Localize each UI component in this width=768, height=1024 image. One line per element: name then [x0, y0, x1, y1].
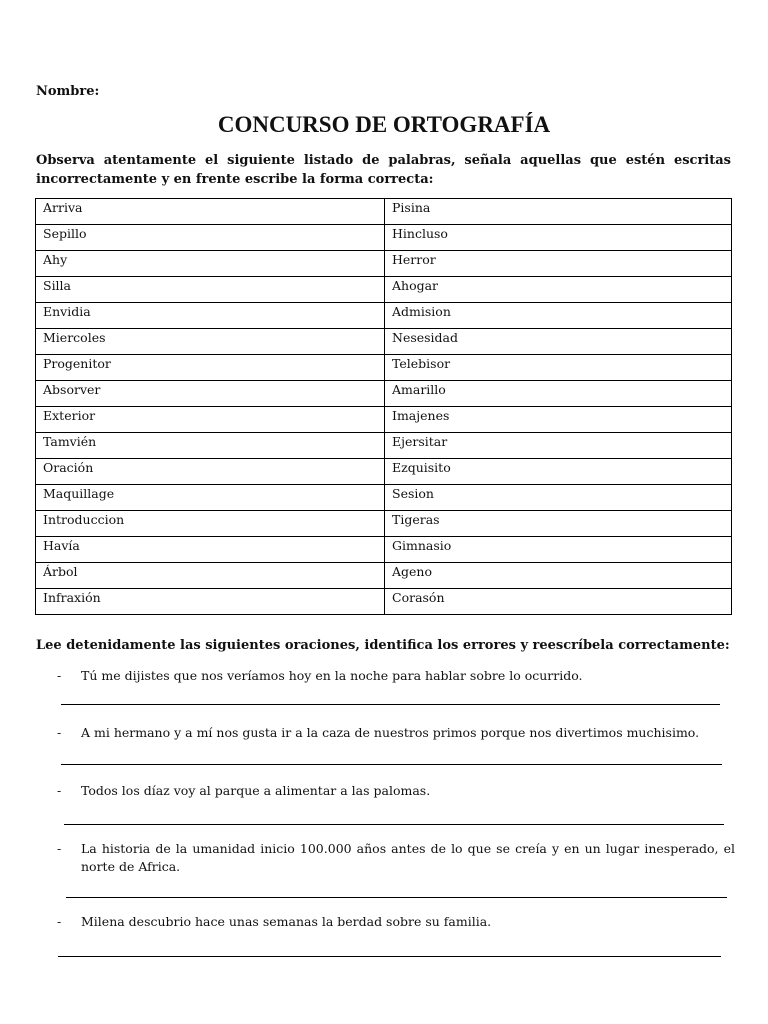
bullet-dash: - — [57, 783, 62, 798]
sentence-text: Milena descubrio hace unas semanas la berdad sobre su familia. — [81, 914, 492, 929]
answer-line-3[interactable] — [64, 824, 724, 825]
word-cell-left: Ahy — [36, 251, 385, 277]
word-cell-left: Oración — [36, 459, 385, 485]
table-row — [36, 303, 732, 329]
word-cell-left: Introduccion — [36, 511, 385, 537]
table-row — [36, 381, 732, 407]
table-row — [36, 433, 732, 459]
table-row — [36, 329, 732, 355]
page-title: CONCURSO DE ORTOGRAFÍA — [217, 112, 551, 137]
word-cell-left: Envidia — [36, 303, 385, 329]
bullet-dash: - — [57, 914, 62, 929]
table-row — [36, 589, 732, 615]
answer-line-1[interactable] — [61, 704, 720, 705]
word-cell-left: Infraxión — [36, 589, 385, 615]
answer-line-2[interactable] — [61, 764, 722, 765]
table-row — [36, 485, 732, 511]
table-row — [36, 277, 732, 303]
nombre-label: Nombre: — [36, 84, 100, 99]
word-cell-right: Ageno — [385, 563, 732, 589]
word-cell-right: Corasón — [385, 589, 732, 615]
word-cell-right: Tigeras — [385, 511, 732, 537]
word-cell-left: Sepillo — [36, 225, 385, 251]
word-cell-right: Ezquisito — [385, 459, 732, 485]
word-cell-right: Sesion — [385, 485, 732, 511]
word-cell-left: Progenitor — [36, 355, 385, 381]
table-row — [36, 407, 732, 433]
words-table — [35, 198, 732, 615]
word-cell-right: Ahogar — [385, 277, 732, 303]
answer-line-4[interactable] — [66, 897, 727, 898]
word-cell-left: Absorver — [36, 381, 385, 407]
table-row — [36, 459, 732, 485]
answer-line-5[interactable] — [58, 956, 721, 957]
word-cell-right: Telebisor — [385, 355, 732, 381]
table-row — [36, 563, 732, 589]
table-row — [36, 355, 732, 381]
word-cell-right: Nesesidad — [385, 329, 732, 355]
bullet-dash: - — [57, 668, 62, 683]
word-cell-left: Árbol — [36, 563, 385, 589]
table-row — [36, 537, 732, 563]
table-row — [36, 225, 732, 251]
word-cell-right: Ejersitar — [385, 433, 732, 459]
bullet-dash: - — [57, 725, 62, 740]
word-cell-left: Silla — [36, 277, 385, 303]
bullet-dash: - — [57, 841, 62, 856]
word-cell-right: Herror — [385, 251, 732, 277]
sentence-text: La historia de la umanidad inicio 100.000 años antes de lo que se creía y en un lugar inesperado, el norte de Africa. — [81, 841, 735, 874]
word-cell-left: Maquillage — [36, 485, 385, 511]
word-cell-left: Havía — [36, 537, 385, 563]
instruction-words: Observa atentamente el siguiente listado de palabras, señala aquellas que estén escritas incorrectamente y en frente escribe la forma correcta: — [36, 153, 731, 187]
word-cell-left: Arriva — [36, 199, 385, 225]
word-cell-right: Pisina — [385, 199, 732, 225]
word-cell-left: Miercoles — [36, 329, 385, 355]
sentence-text: Todos los díaz voy al parque a alimentar a las palomas. — [81, 783, 431, 798]
word-cell-right: Imajenes — [385, 407, 732, 433]
word-cell-left: Exterior — [36, 407, 385, 433]
word-cell-right: Admision — [385, 303, 732, 329]
words-table-body — [36, 199, 732, 615]
sentence-text: Tú me dijistes que nos veríamos hoy en la noche para hablar sobre lo ocurrido. — [81, 668, 583, 683]
instruction-sentences: Lee detenidamente las siguientes oraciones, identifica los errores y reescríbela correctamente: — [36, 638, 730, 653]
word-cell-left: Tamvién — [36, 433, 385, 459]
word-cell-right: Gimnasio — [385, 537, 732, 563]
word-cell-right: Amarillo — [385, 381, 732, 407]
table-row — [36, 511, 732, 537]
table-row — [36, 199, 732, 225]
word-cell-right: Hincluso — [385, 225, 732, 251]
table-row — [36, 251, 732, 277]
sentence-text: A mi hermano y a mí nos gusta ir a la caza de nuestros primos porque nos divertimos muchisimo. — [81, 725, 700, 740]
